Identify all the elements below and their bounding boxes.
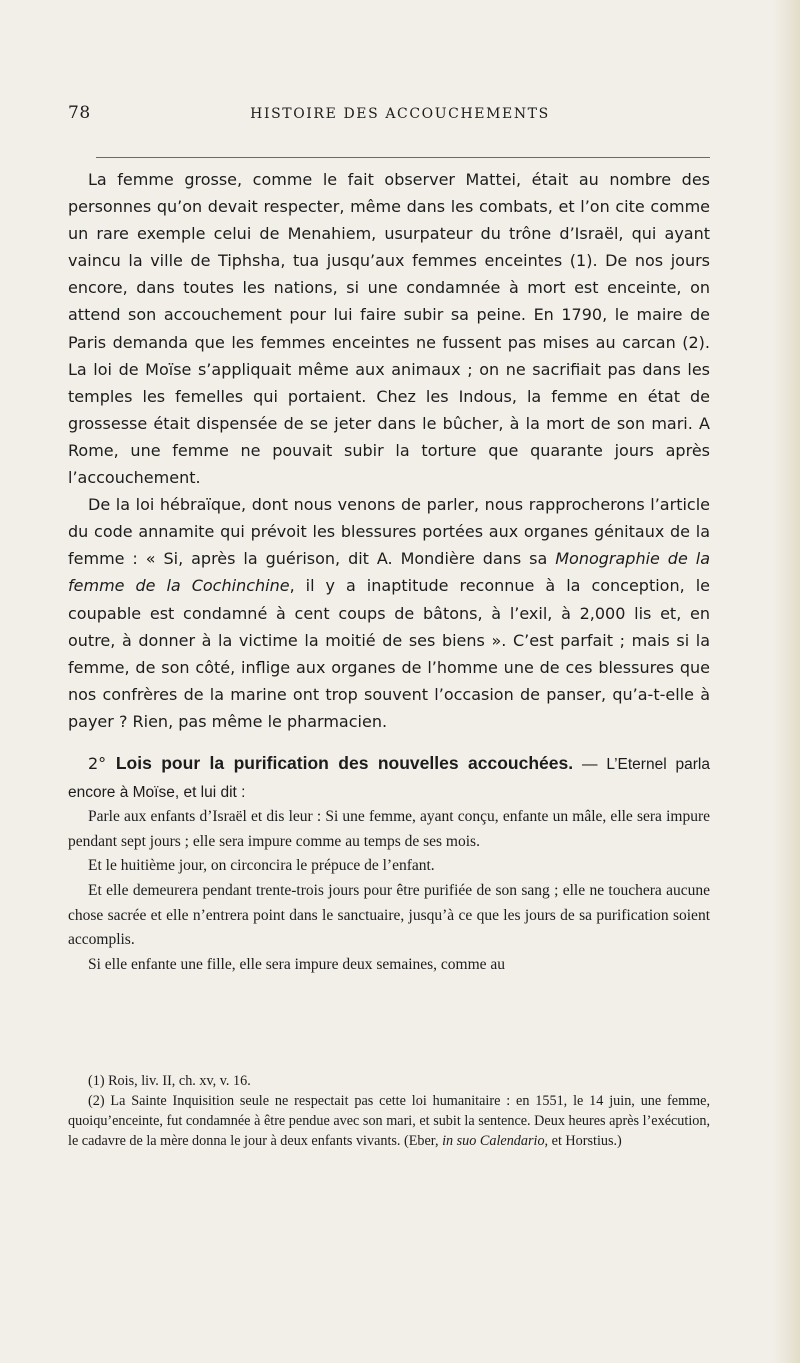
section-intro: — L’Eternel parla encore à Moïse, et lui dit : — [68, 756, 710, 801]
running-title: HISTOIRE DES ACCOUCHEMENTS — [250, 106, 550, 122]
body-paragraph — [68, 166, 710, 491]
footnote-source: in suo Calendario — [442, 1133, 545, 1149]
footnote: (1) Rois, liv. II, ch. xv, v. 16. — [88, 1073, 251, 1089]
verse: Et le huitième jour, on circoncira le prépuce de l’enfant. — [88, 857, 435, 875]
page-number: 78 — [68, 103, 91, 123]
section-title: Lois pour la purification des nouvelles accouchées. — [115, 753, 574, 773]
footnote — [68, 1091, 710, 1151]
verse: Si elle enfante une fille, elle sera impure deux semaines, comme au — [88, 955, 506, 973]
purification-section — [68, 750, 710, 977]
paragraph-text: De la loi hébraïque, dont nous venons de parler, nous rapprocherons l’article du code annamite qui prévoit les blessures portées aux organes génitaux de la femme : « Si, après la guérison, dit A. Mondière dans sa — [68, 495, 710, 569]
page-edge-shadow — [772, 0, 800, 1363]
cited-work-title: Monographie de la femme de la Cochinchine — [68, 549, 710, 596]
body-paragraph — [68, 491, 710, 735]
body-text — [68, 166, 710, 735]
paragraph-text: La femme grosse, comme le fait observer Mattei, était au nombre des personnes qu’on devait respecter, même dans les combats, et l’on cite comme un rare exemple celui de Menahiem, usurpateur du trône d’Israël, qui ayant vaincu la ville de Tiphsha, tua jusqu’aux femmes enceintes (1). De nos jours encore, dans toutes les nations, si une condamnée à mort est enceinte, on attend son accouchement pour lui faire subir sa peine. En 1790, le maire de Paris demanda que les femmes enceintes ne fussent pas mises au carcan (2). La loi de Moïse s’appliquait même aux animaux ; on ne sacrifiait pas dans les temples les femelles qui portaient. Chez les Indous, la femme en état de grossesse était dispensée de se jeter dans le bûcher, à la mort de son mari. A Rome, une femme ne pouvait subir la torture que quarante jours après l’accouchement. — [68, 170, 710, 488]
section-number: 2° — [88, 754, 107, 773]
paragraph-text: , il y a inaptitude reconnue à la conception, le coupable est condamné à cent coups de bâtons, à l’exil, à 2,000 lis et, en outre, à donner à la victime la moitié de ses biens ». C’est parfait ; mais si la femme, de son côté, inflige aux organes de l’homme une de ces blessures que nos confrères de la marine ont trop souvent l’occasion de panser, qu’a-t-elle à payer ? Rien, pas même le pharmacien. — [68, 576, 710, 731]
verse: Et elle demeurera pendant trente-trois jours pour être purifiée de son sang ; elle ne touchera aucune chose sacrée et elle n’entrera point dans le sanctuaire, jusqu’à ce que les jours de sa purification soient accomplis. — [68, 881, 710, 949]
verse: Parle aux enfants d’Israël et dis leur : Si une femme, ayant conçu, enfante un mâle, elle sera impure pendant sept jours ; elle sera impure comme au temps de ses mois. — [68, 808, 710, 850]
footnotes — [68, 1071, 710, 1151]
header-rule — [96, 157, 710, 158]
footnote-text: , et Horstius.) — [544, 1133, 622, 1149]
section-heading — [68, 750, 710, 805]
footnote-text: (2) La Sainte Inquisition seule ne respectait pas cette loi humanitaire : en 1551, le 14 juin, une femme, quoiqu’enceinte, fut condamnée à être pendue avec son mari, et subit la sentence. Deux heures après l’exécution, le cadavre de la mère donna le jour à deux enfants vivants. (Eber, — [68, 1093, 710, 1149]
